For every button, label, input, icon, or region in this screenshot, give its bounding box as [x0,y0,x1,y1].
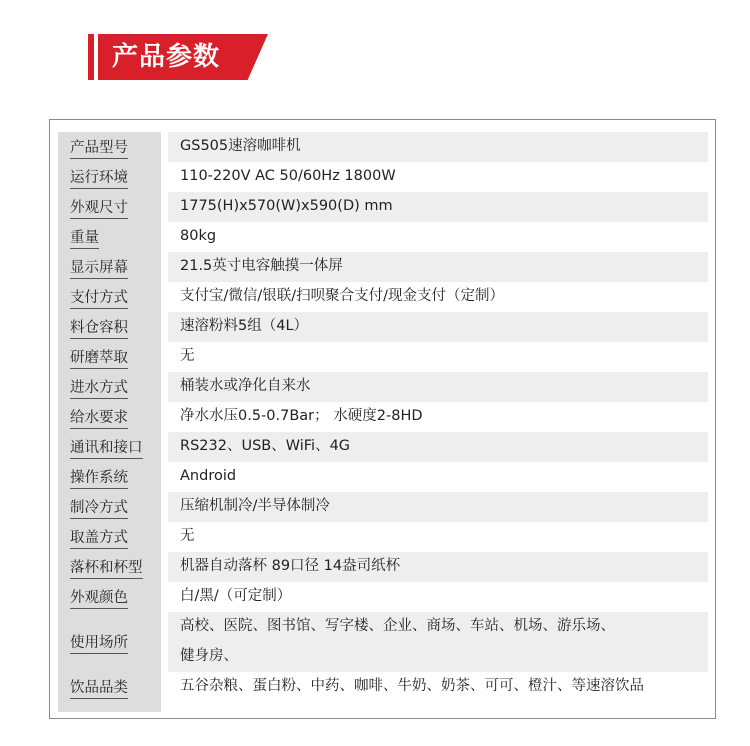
spec-value-cell [168,282,708,312]
spec-label-cell [58,672,161,702]
spec-label: 落杯和杯型 [70,556,143,579]
spec-value-cell [168,462,708,492]
spec-value: 无 [180,348,195,364]
spec-label-cell [58,402,161,432]
spec-value-cell [168,522,708,552]
spec-label-cell [58,132,161,162]
spec-label-cell [58,432,161,462]
spec-row [58,432,708,462]
spec-label: 进水方式 [70,376,128,399]
spec-label-cell [58,162,161,192]
spec-label: 外观颜色 [70,586,128,609]
spec-row [58,312,708,342]
spec-value: 桶装水或净化自来水 [180,378,311,394]
spec-row [58,582,708,612]
spec-value: 110-220V AC 50/60Hz 1800W [180,168,396,184]
spec-value-cell [168,402,708,432]
spec-label-cell [58,252,161,282]
spec-value-cell [168,582,708,612]
spec-value-cell [168,192,708,222]
spec-label: 通讯和接口 [70,436,143,459]
spec-row [58,132,708,162]
spec-label-cell [58,492,161,522]
spec-label-cell [58,582,161,612]
spec-value: 健身房、 [180,648,238,664]
spec-row [58,372,708,402]
spec-value-cell [168,432,708,462]
spec-label: 取盖方式 [70,526,128,549]
spec-value: RS232、USB、WiFi、4G [180,438,351,454]
spec-label: 研磨萃取 [70,346,128,369]
spec-value: Android [180,468,237,484]
spec-label: 料仓容积 [70,316,128,339]
page-title: 产品参数 [112,42,221,72]
spec-label: 饮品品类 [70,676,128,699]
spec-label: 运行环境 [70,166,128,189]
spec-row [58,162,708,192]
spec-row [58,222,708,252]
spec-label-cell [58,312,161,342]
spec-label: 支付方式 [70,286,128,309]
spec-row [58,552,708,582]
spec-value: 速溶粉料5组（4L） [180,318,309,334]
spec-label-cell [58,372,161,402]
spec-label: 操作系统 [70,466,128,489]
spec-label: 外观尺寸 [70,196,128,219]
spec-value: GS505速溶咖啡机 [180,138,301,154]
spec-label-cell [58,192,161,222]
spec-label-cell [58,462,161,492]
spec-value: 21.5英寸电容触摸一体屏 [180,258,343,274]
spec-value-cell [168,222,708,252]
spec-row [58,492,708,522]
spec-value-cell [168,552,708,582]
spec-row [58,282,708,312]
spec-label-cell [58,552,161,582]
spec-label: 重量 [70,226,99,249]
spec-label-cell [58,282,161,312]
spec-value: 净水水压0.5-0.7Bar； 水硬度2-8HD [180,408,423,424]
spec-value-cell [168,372,708,402]
section-header [88,34,268,80]
spec-value-cell [168,312,708,342]
spec-label-cell [58,522,161,552]
spec-label-cell [58,342,161,372]
spec-value: 压缩机制冷/半导体制冷 [180,498,330,514]
spec-value: 高校、医院、图书馆、写字楼、企业、商场、车站、机场、游乐场、 [180,618,615,634]
spec-label: 使用场所 [70,631,128,654]
spec-label: 显示屏幕 [70,256,128,279]
header-accent-bar [88,34,94,80]
spec-value: 白/黑/（可定制） [180,588,292,604]
spec-label: 制冷方式 [70,496,128,519]
spec-row [58,612,708,672]
spec-value: 1775(H)x570(W)x590(D) mm [180,198,393,214]
spec-value-cell [168,492,708,522]
spec-value-cell [168,672,708,702]
spec-value-cell [168,252,708,282]
spec-row [58,252,708,282]
spec-label: 产品型号 [70,136,128,159]
spec-row [58,342,708,372]
spec-value: 机器自动落杯 89口径 14盎司纸杯 [180,558,401,574]
spec-value: 无 [180,528,195,544]
spec-value: 五谷杂粮、蛋白粉、中药、咖啡、牛奶、奶茶、可可、橙汁、等速溶饮品 [180,678,644,694]
spec-row [58,402,708,432]
spec-row [58,672,708,702]
spec-value-cell [168,162,708,192]
spec-row [58,192,708,222]
spec-value-cell [168,342,708,372]
spec-label-cell [58,612,161,672]
spec-row [58,522,708,552]
spec-value-cell [168,132,708,162]
spec-row [58,462,708,492]
spec-value-cell [168,612,708,672]
spec-label: 给水要求 [70,406,128,429]
spec-value: 支付宝/微信/银联/扫呗聚合支付/现金支付（定制） [180,288,505,304]
spec-label-cell [58,222,161,252]
spec-value: 80kg [180,228,217,244]
spec-table [49,119,716,719]
